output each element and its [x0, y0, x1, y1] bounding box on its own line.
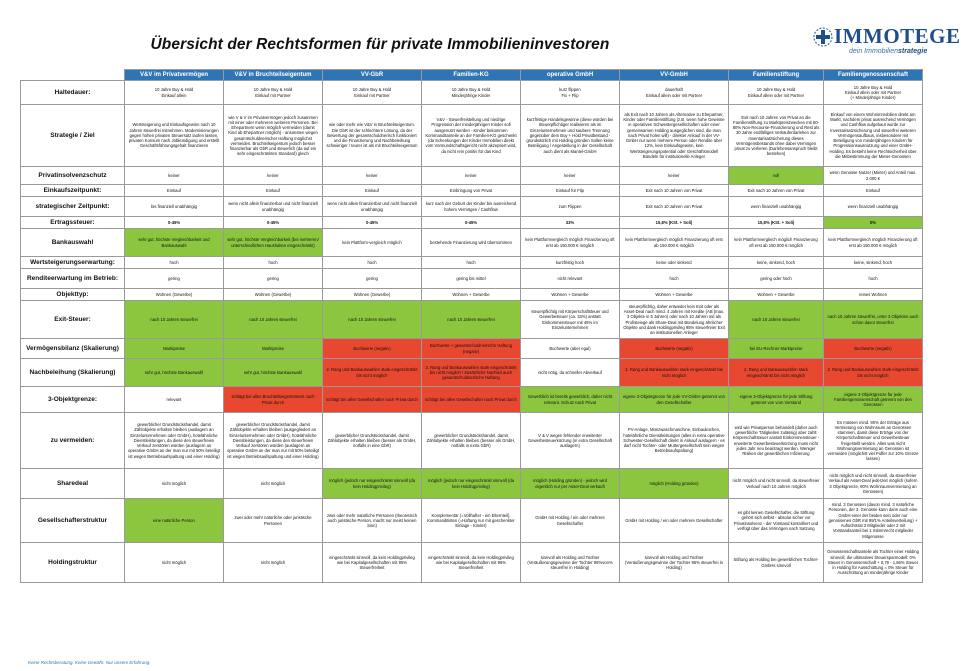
- table-cell: Einkauf: [125, 185, 224, 197]
- table-cell: Wohnen (Gewerbe): [224, 289, 323, 301]
- table-cell: möglich (Holding gründen): [620, 469, 729, 499]
- table-cell: hoch: [125, 257, 224, 269]
- table-cell: Wohnen + Gewerbe: [620, 289, 729, 301]
- table-cell: Wertsteigerung und Einkaufsgewinn nach 10 Jahren steuerfrei mitnehmen. Modernisierungen gegen hohen privaten Steuersatz laufen lassen, privaten Konsum nach Jobkündigung und erstellt Geschäftsführungsgehalt finanzieren: [125, 105, 224, 167]
- row-label: Ertragssteuer:: [21, 217, 125, 229]
- table-row: [21, 257, 923, 269]
- table-cell: gewerblicher Grundstückshandel, damit Zählobjekte erhalten bleiben (besser als GmbH, notfalls in extra GbR): [422, 413, 521, 469]
- table-row: [21, 469, 923, 499]
- table-cell: 2. Rang und Bankauswahlen stark eingeschränkt bis nicht möglich: [729, 359, 824, 387]
- table-row: [21, 217, 923, 229]
- table-cell: 2. Rang und Bankauswahlen stark eingeschränkt bis nicht möglich / Zusätzliche Nachteil auch gesamtschuldnerische Haftung: [422, 359, 521, 387]
- table-cell: sinnvoll als Holding und Tochter (Veräußerungsgewinne der Tochter 95% steuerfrei in Holding): [620, 543, 729, 583]
- table-row: [21, 543, 923, 583]
- table-cell: gering: [224, 269, 323, 289]
- column-header: Familiengenossenschaft: [824, 70, 923, 81]
- table-cell: Marktpreise: [125, 339, 224, 359]
- table-cell: nach 10 Jahren steuerfrei, unter 3 Objekten auch schon davor steuerfrei: [824, 301, 923, 339]
- table-cell: als Exit nach 10 Jahren als Alternative zu Ehepartner, Kinder oder Familienstiftung (z.B. wenn hohe Gewinne in operativen Schwestergesellschaften oder einer gemeinsamen Holding ausgeglichen sind, die man nach Privat holen will) - direkter Ankauf in der VV-GmbH nur wenn mehrere Person oder Rendite über 12%, kein Einkaufsgewinn, kein Wertsteigerungspotential oder Geschäftsmodell Bündeln für institutionelle Anleger: [620, 105, 729, 167]
- table-cell: keine, sinkend, hoch: [824, 257, 923, 269]
- table-cell: Wohnen + Gewerbe: [422, 289, 521, 301]
- table-cell: 10 Jahre Buy & Hold Einkauf mit Partner: [323, 81, 422, 105]
- table-row: [21, 105, 923, 167]
- table-cell: hoch: [824, 269, 923, 289]
- table-cell: steuerpflichtig mit Körperschaftsteuer und Gewerbesteuer (ca. 33%) anstatt Einkommensteuer mit 45% im Einzelunternehmen: [521, 301, 620, 339]
- table-cell: nicht nötig, da schneller Abverkauf: [521, 359, 620, 387]
- table-cell: V&V - Steuerfreistellung und niedrige Progression der minderjährigen Kinder soll ausgenutzt werden - Kinder bekommen Kommanditanteile an der Familien-KG geschenkt (da Schenkungen der Kinder Immobilien direkt vom Vormundschaftsgericht nicht akzeptiert wird, da nicht rein positiv für das Kind: [422, 105, 521, 167]
- table-cell: GmbH mit Holding / ein oder mehrere Gesellschafter: [620, 499, 729, 543]
- table-cell: gering: [323, 269, 422, 289]
- table-cell: Buchwerte (negativ): [323, 339, 422, 359]
- table-cell: gering bis mittel: [422, 269, 521, 289]
- table-cell: nach 10 Jahren steuerfrei: [422, 301, 521, 339]
- table-cell: 0-45%: [422, 217, 521, 229]
- table-cell: keiner: [323, 167, 422, 185]
- table-cell: gewerblicher Grundstückshandel, damit Zählobjekte erhalten bleiben (ausgegliedert an Einzelunternehmen oder GmbH), hotelähnliche Dienstleistungen, da diese den steuerfreien Verkauf zerstören würden (auslagern an operative GmbH an der man nur mit 50% beteiligt ist wegen Betriebsaufspaltung und einer Holding): [224, 413, 323, 469]
- row-label: Holdingstruktur: [21, 543, 125, 583]
- table-cell: schlägt bei allen Bruchteilseigentümern nach Privat durch: [224, 387, 323, 413]
- column-header: Familien-KG: [422, 70, 521, 81]
- table-cell: keiner: [521, 167, 620, 185]
- table-cell: hoch: [224, 257, 323, 269]
- table-cell: Komplementär (=Vollhafter - ein Elternteil), Kommanditisten (=Haftung nur mit geschenkter Einlage - Kinder): [422, 499, 521, 543]
- table-cell: bestehende Finanzierung wird übernommen: [422, 229, 521, 257]
- table-cell: dauerhaft Einkauf allein oder mit Partner: [620, 81, 729, 105]
- table-cell: kein Plattformvergleich möglich Finanzierung oft erst ab 150.000 € möglich: [729, 229, 824, 257]
- row-label: Gesellschafterstruktur: [21, 499, 125, 543]
- column-header: VV-GbR: [323, 70, 422, 81]
- table-cell: es gibt keinen Gesellschafter, die Stiftung gehört sich selbst - absolut sicher vor Privatinsolvenz - der Vorstand kontrolliert und verfügt über das Vermögen nach Satzung: [729, 499, 824, 543]
- table-cell: gewerblicher Grundstückshandel, damit Zählobjekte erhalten bleiben (auslagern an Einzelunternehmen oder GmbH), hotelähnliche Dienstleistungen, da diese den steuerfreien Verkauf zerstören würden (auslagern an operative GmbH an der man nur mit 50% beteiligt ist wegen Betriebsaufspaltung und einer Holding): [125, 413, 224, 469]
- table-cell: eingeschränkt sinnvoll, da kein Holdingprivileg wie bei Kapitalgesellschaften mit 95% Steuerfreiheit: [323, 543, 422, 583]
- table-cell: 33%: [521, 217, 620, 229]
- row-label: zu vermeiden:: [21, 413, 125, 469]
- table-row: [21, 81, 923, 105]
- table-cell: voll: [729, 167, 824, 185]
- disclaimer-footnote: Keine Rechtsberatung. Keine Gewähr. Nur unsere Erfahrung.: [28, 660, 151, 665]
- table-cell: Buchwerte (negativ): [620, 339, 729, 359]
- table-cell: nach 10 Jahren steuerfrei: [729, 301, 824, 339]
- table-cell: sehr gut, höchste Bankauswahl: [224, 359, 323, 387]
- table-row: [21, 359, 923, 387]
- table-cell: Exit nach 10 Jahren von Privat: [620, 197, 729, 217]
- table-cell: zwei oder mehr natürliche Personen (theoretisch auch juristische Person, macht nur meist keinen Sinn): [323, 499, 422, 543]
- table-cell: nicht relevant: [521, 269, 620, 289]
- table-cell: gering oder hoch: [729, 269, 824, 289]
- table-cell: eine natürliche Person: [125, 499, 224, 543]
- logo-cross-icon: [812, 26, 834, 48]
- row-label: Sharedeal: [21, 469, 125, 499]
- table-row: [21, 499, 923, 543]
- table-cell: wenn nicht allein finanzierbar und nicht finanziell unabhängig: [323, 197, 422, 217]
- table-cell: kurzfristige Handelsgewinne (diese würden bei Steuerpflichtiger realisieren als im Einzelunternehmen und saubere Trennung gegenüber dem Buy + Hold Privatbestand - grundsätzlich mit Holding gründen Sollen keine Beteiligung / Angestellung in der Gesellschaft auch dient als Mantel-GmbH: [521, 105, 620, 167]
- table-row: [21, 269, 923, 289]
- table-cell: kein Plattform-vergleich möglich: [323, 229, 422, 257]
- row-label: Strategie / Ziel: [21, 105, 125, 167]
- row-label: Nachbeleihung (Skalierung): [21, 359, 125, 387]
- table-cell: Einkauf: [824, 185, 923, 197]
- table-cell: hoch: [620, 269, 729, 289]
- table-cell: schlägt bei allen Gesellschafter nach Privat durch: [323, 387, 422, 413]
- table-cell: bis finanziell unabhängig: [125, 197, 224, 217]
- table-cell: Einkauf: [323, 185, 422, 197]
- table-cell: nicht möglich: [224, 469, 323, 499]
- table-cell: 10 Jahre Buy & Hold Einkauf mit Partner: [224, 81, 323, 105]
- table-cell: mind. 3 Genossen (davon mind. 3 natürliche Personen, der 3. Genosse kann dann auch eine GmbH einer der beiden sein oder nur genossenes GbR mit 99/1% Anteilsverteilung) + Aufsichtsrat 3 Mitglieder oder 2 mit Vorstandsanteil bei 1 Stimmrecht mitglieder Mitgenosse: [824, 499, 923, 543]
- row-label: 3-Objektgrenze:: [21, 387, 125, 413]
- table-cell: zwei oder mehr natürliche oder juristische Personen: [224, 499, 323, 543]
- table-cell: bei EU-Rechner Marktpreise: [729, 339, 824, 359]
- table-cell: 10 Jahre Buy & Hold Minderjährige Kinder: [422, 81, 521, 105]
- row-label: Haltedauer:: [21, 81, 125, 105]
- table-cell: eigene 3-Objektgrenze für jede VV-GmbH getrennt von den Gesellschafter: [620, 387, 729, 413]
- table-cell: Buchwerte (negativ): [824, 339, 923, 359]
- table-cell: kurz flippen Fix + Flip: [521, 81, 620, 105]
- table-cell: Gewerblich ist bereits gewerblich, daher nicht relevant. Schutz nach Privat: [521, 387, 620, 413]
- row-label: Bankauswahl: [21, 229, 125, 257]
- table-cell: 2. Rang und Bankauswahlen stark eingeschränkt bis nicht möglich: [323, 359, 422, 387]
- legal-forms-table: [20, 69, 923, 583]
- header-corner: [21, 70, 125, 81]
- table-row: [21, 289, 923, 301]
- table-cell: Es müssen mind. 90% der Erträge aus Vermietung von Wohnraum an Genossen stammen, damit diese Erträge von der Körperschaftsteuer und Gewerbesteuer freigestellt werden. Alles was nicht Wohnungsvermietung an Genossen ist vermeiden (möglichst viel Puffer zur 10% Grenze lassen): [824, 413, 923, 469]
- table-cell: Wohnen + Gewerbe: [521, 289, 620, 301]
- table-cell: keine, sinkend, hoch: [729, 257, 824, 269]
- table-row: [21, 229, 923, 257]
- table-row: [21, 185, 923, 197]
- column-header: V&V im Privatvermögen: [125, 70, 224, 81]
- row-label: Objekttyp:: [21, 289, 125, 301]
- table-cell: Wohnen + Gewerbe: [729, 289, 824, 301]
- table-cell: nach 10 Jahren steuerfrei: [224, 301, 323, 339]
- page-title: Übersicht der Rechtsformen für private Immobilieninvestoren: [150, 36, 610, 53]
- table-cell: keiner: [620, 167, 729, 185]
- table-cell: keiner: [422, 167, 521, 185]
- table-cell: 0-45%: [125, 217, 224, 229]
- row-label: Vermögensbilanz (Skalierung): [21, 339, 125, 359]
- table-cell: wenn nicht allein finanzierbar und nicht finanziell unabhängig: [224, 197, 323, 217]
- table-cell: Buchwerte (aber egal): [521, 339, 620, 359]
- table-cell: hoch: [323, 257, 422, 269]
- table-cell: 2. Rang und Bankauswahlen stark eingeschränkt bis nicht möglich: [620, 359, 729, 387]
- table-cell: wenn finanziell unabhängig: [729, 197, 824, 217]
- table-cell: wird wie Privatperson behandelt (daher auch gewerbliche Tätigkeiten zulässig) aber zahlt Körperschaftsteuer anstatt Einkommensteuer - erweiterte Gewerbesteuerkürzung muss nicht jedes Jahr neu beantragt werden. Weniger Risiken der gewerblichen Infizierung: [729, 413, 824, 469]
- table-cell: Exit nach 10 Jahren von Privat an die Familienstiftung zu Marktpreiszwecken mit 60-80% Non-Recourse-Finanzierung und Rest als 30 Jahre endfälliges Verkäuferdarlehen zur Inventarisatzsicherung dieses Vermögensbestands ohne dabei Vermögen privat zu verlieren (Darlehensanspruch bleibt bestehen): [729, 105, 824, 167]
- logo-tagline: [849, 48, 927, 55]
- column-header: VV-GmbH: [620, 70, 729, 81]
- column-header: V&V in Bruchteilseigentum: [224, 70, 323, 81]
- table-cell: nicht möglich und nicht sinnvoll, da steuerfreier Verkauf nach 10 Jahren möglich: [729, 469, 824, 499]
- table-cell: wie oder mehr wie V&V in Bruchteilseigentum. Die GbR ist der schlechtere Lösung, da der Bewertung der gesamtschuldnerisch funktioniert und die Finanzierung und Nachbeleihung schwieriger / teurer ist als mit Bruchteilseigentum: [323, 105, 422, 167]
- table-row: [21, 387, 923, 413]
- table-cell: Marktpreise: [224, 339, 323, 359]
- table-cell: nicht möglich: [125, 469, 224, 499]
- table-cell: relevant: [125, 387, 224, 413]
- row-label: Einkaufszeitpunkt:: [21, 185, 125, 197]
- table-cell: Einkauf für Flip: [521, 185, 620, 197]
- header-row: [21, 70, 923, 81]
- table-cell: 15,8% (KSt. + Soli): [620, 217, 729, 229]
- row-label: Renditeerwartung im Betrieb:: [21, 269, 125, 289]
- row-label: Exit-Steuer:: [21, 301, 125, 339]
- row-label: Privatinsolvenzschutz: [21, 167, 125, 185]
- table-cell: Buchwerte + gesamtschuldnerische Haftung (negativ): [422, 339, 521, 359]
- table-cell: möglich (jedoch nur eingeschränkt sinnvoll (da kein Holdingprivileg): [422, 469, 521, 499]
- table-cell: 0%: [824, 217, 923, 229]
- table-cell: sehr gut, höchste Bankauswahl: [125, 359, 224, 387]
- table-cell: Exit nach 10 Jahren von Privat: [729, 185, 824, 197]
- table-cell: schlägt bei allen Gesellschafter nach Privat durch: [422, 387, 521, 413]
- table-row: [21, 413, 923, 469]
- column-header: operative GmbH: [521, 70, 620, 81]
- table-cell: 10 Jahre Buy & Hold Einkauf allein oder mit Partner (+ Minderjährige Kinder): [824, 81, 923, 105]
- table-cell: Einkauf: [224, 185, 323, 197]
- table-cell: sinnvoll als Holding und Tochter (Veräußerungsgewinne der Tochter 95%von% steuerfrei in Holding): [521, 543, 620, 583]
- table-cell: zum Flippen: [521, 197, 620, 217]
- table-cell: keiner: [125, 167, 224, 185]
- table-cell: kurz nach der Geburt der Kinder bis ausreichend hohem Vermögen / Cashflow: [422, 197, 521, 217]
- table-cell: 10 Jahre Buy & Hold Einkauf allein oder mit Partner: [729, 81, 824, 105]
- logo-tag-prefix: dein Immobilien: [849, 48, 899, 55]
- table-cell: gewerblicher Grundstückshandel, damit Zählobjekte erhalten bleiben (besser als GmbH, notfalls in eine GbR): [323, 413, 422, 469]
- table-cell: V & V wegen fehlender erweiterter Gewerbesteuerkürzung (in extra Gesellschaft auslagern): [521, 413, 620, 469]
- table-cell: Stiftung als Holding bei gewerblichen Tochter-GmbHs sinnvoll: [729, 543, 824, 583]
- table-row: [21, 339, 923, 359]
- table-cell: hoch: [422, 257, 521, 269]
- table-cell: nach 10 Jahren steuerfrei: [125, 301, 224, 339]
- table-cell: sehr gut, höchste Vergleichbarkeit (bei mehreren/ unterschiedlichen Haushalten eingeschränkt): [224, 229, 323, 257]
- table-cell: steuerpflichtig, daher entweder kein Exit oder als Asset-Deal nach mind. 4 Jahren mit Kredite (AB (max. 3 Objekte in 5 Jahren) oder nach 10 Jahren mit als Profisteiege als Share-Deal mit Bündelung ähnlicher Objekte und dank Holdingprivileg 95% steuerfreier Exit an institutionellen Anleger: [620, 301, 729, 339]
- table-cell: Wohnen (Gewerbe): [125, 289, 224, 301]
- table-cell: 0-45%: [224, 217, 323, 229]
- table-cell: nicht möglich: [224, 543, 323, 583]
- table-cell: kein Plattformvergleich möglich Finanzierung oft erst ab 150.000 € möglich: [521, 229, 620, 257]
- table-cell: PV-Anlage, Münzwaschmaschine, Einbauküchen, hotelähnliche Dienstleistungen (alles in extra operative Schwester-Gesellschaft direkt in Ankauf auslagern - es darf nicht Tochter- oder Muttergesellschaft sein wegen Betriebsaufspaltung): [620, 413, 729, 469]
- table-cell: GmbH mit Holding / ein oder mehrere Gesellschafter: [521, 499, 620, 543]
- table-cell: möglich (Holding gründen) - jedoch wird eigentlich nur per Asset-Deal verkauft: [521, 469, 620, 499]
- table-cell: eingeschränkt sinnvoll, da kein Holdingprivileg wie bei Kapitalgesellschaften mit 95% Steuerfreiheit: [422, 543, 521, 583]
- table-cell: eigene 3-Objektgrenze für jede Familiengenossenschaft getrennt von den Genossen: [824, 387, 923, 413]
- table-cell: keine oder sinkend: [620, 257, 729, 269]
- table-cell: sehr gut, höchste Vergleichbarkeit und Bankauswahl: [125, 229, 224, 257]
- table-cell: kein Plattformvergleich möglich Finanzierung oft erst ab 150.000 € möglich: [620, 229, 729, 257]
- table-cell: Exit nach 10 Jahren von Privat: [620, 185, 729, 197]
- table-cell: nicht möglich: [125, 543, 224, 583]
- table-row: [21, 301, 923, 339]
- table-cell: 15,8% (KSt. + Soli): [729, 217, 824, 229]
- table-cell: kein Plattformvergleich möglich Finanzierung oft erst ab 150.000 € möglich: [824, 229, 923, 257]
- table-cell: reines Wohnen: [824, 289, 923, 301]
- table-cell: 0-45%: [323, 217, 422, 229]
- column-header: Familienstiftung: [729, 70, 824, 81]
- table-body: [21, 81, 923, 583]
- table-cell: 2. Rang und Bankauswahlen stark eingeschränkt bis nicht möglich: [824, 359, 923, 387]
- table-cell: nicht möglich und nicht sinnvoll, da steuerfreier Verkauf als Asset-Deal jederzeit möglich (sofern 3 Objektgrenze, 90% Wohnraumvermietung an Genossen): [824, 469, 923, 499]
- row-label: Wertsteigerungserwartung:: [21, 257, 125, 269]
- brand-logo: [812, 24, 961, 60]
- table-cell: Einbringung von Privat: [422, 185, 521, 197]
- table-cell: gering: [125, 269, 224, 289]
- table-cell: eigene 3-Objektgrenze für jede Stiftung getrennt von vom Vorstand: [729, 387, 824, 413]
- logo-tag-suffix: strategie: [898, 48, 928, 55]
- table-cell: 10 Jahre Buy & Hold Einkauf allein: [125, 81, 224, 105]
- table-cell: wenn Genosse Nutzer (Mieter) und Anteil max. 2.000 €: [824, 167, 923, 185]
- table-cell: wenn finanziell unabhängig: [824, 197, 923, 217]
- table-cell: Genossenschaftsanteile als Tochter einer Holding sinnvoll, die ultimatives Steuersparmodell: 0% Steuer in Genossenschaft + 0,79 - 1,66% Steuer in Holding für Ausschüttung = 0% Steuer für Ausschüttung an minderjährige Kinder: [824, 543, 923, 583]
- table-cell: keiner: [224, 167, 323, 185]
- table-cell: möglich (jedoch nur eingeschränkt sinnvoll (da kein Holdingprivileg): [323, 469, 422, 499]
- row-label: strategischer Zeitpunkt:: [21, 197, 125, 217]
- table-cell: Wohnen (Gewerbe): [323, 289, 422, 301]
- table-row: [21, 197, 923, 217]
- table-row: [21, 167, 923, 185]
- table-cell: Einkauf von einem Wohnimmobilien direkt am Markt, nachdem privat ausreichend Vermögen und Cashflow aufgebaut wurde zur Inventarisatzsicherung und steuerfrei weiteren Vermögensaufbaus, insbesondere mit Beteiligung von minderjährigen Kindern für Progressionsausnutzung und einer GmbH-Holding. Es besteht keine Rechtsicherheit über die Mitbestimmung der Mieter-Genossen: [824, 105, 923, 167]
- table-cell: nach 10 Jahren steuerfrei: [323, 301, 422, 339]
- table-cell: wie V & V im Privatvermögen jedoch zusammen mit einer oder mehreren weiteren Personen. Bei Ehepartnern wenn möglich vermeiden (damit Kind ab Ehepartner möglich) - ansonsten wegen gesamtschuldnerischer Haftung möglichst vermeiden. Bruchteilseigentum jedoch besser finanzierbar als GbR und steuerlich (da auf ein sehr eingeschränkten Standard) gleich: [224, 105, 323, 167]
- logo-brand: IMMOTEGE: [834, 24, 961, 48]
- table-cell: kurzfristig hoch: [521, 257, 620, 269]
